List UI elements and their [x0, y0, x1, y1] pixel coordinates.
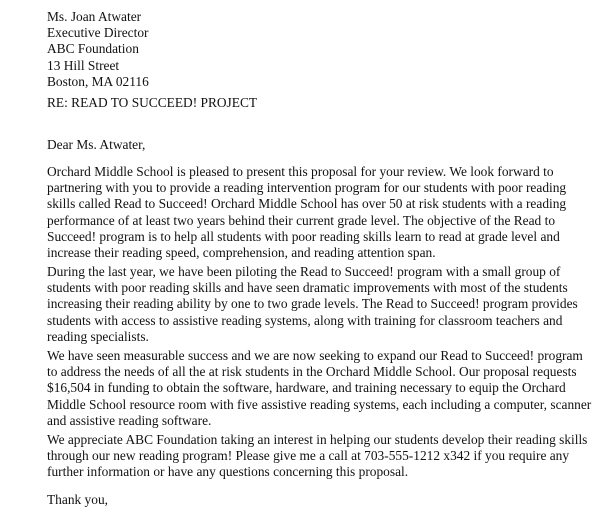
paragraph-line: During the last year, we have been piloting the Read to Succeed! program with a small group of — [47, 264, 561, 279]
paragraph-line: students with access to assistive reading systems, along with training for classroom teachers and — [47, 312, 563, 328]
paragraph-line: skills called Read to Succeed! Orchard Middle School has over 50 at risk students with a reading — [47, 196, 567, 212]
paragraph-1 — [47, 164, 587, 261]
salutation — [47, 137, 587, 153]
recipient-title: Executive Director — [47, 25, 149, 41]
closing-text: Thank you, — [47, 492, 108, 507]
salutation-text: Dear Ms. Atwater, — [47, 137, 146, 152]
recipient-city-state-zip: Boston, MA 02116 — [47, 73, 149, 89]
paragraph-line: further information or have any questions concerning this proposal. — [47, 464, 409, 480]
paragraph-line: increasing their reading ability by one to two grade levels. The Read to Succeed! program provides — [47, 296, 578, 312]
closing — [47, 492, 587, 508]
recipient-name: Ms. Joan Atwater — [47, 9, 142, 24]
paragraph-line: Middle School resource room with five assistive reading systems, each including a computer, scanner — [47, 396, 592, 412]
paragraph-line: Succeed! program is to help all students with poor reading skills learn to read at grade level and — [47, 228, 560, 244]
recipient-address — [47, 9, 587, 90]
paragraph-line: reading specialists. — [47, 328, 149, 344]
paragraph-4 — [47, 432, 587, 481]
paragraph-line: and assistive reading software. — [47, 412, 212, 428]
subject-text: RE: READ TO SUCCEED! PROJECT — [47, 95, 258, 110]
paragraph-2 — [47, 264, 587, 345]
paragraph-line: increase their reading speed, comprehension, and reading attention span. — [47, 245, 436, 261]
paragraph-line: through our new reading program! Please give me a call at 703-555-1212 x342 if you require any — [47, 448, 570, 464]
subject-line — [47, 95, 587, 111]
paragraph-line: to address the needs of all the at risk students in the Orchard Middle School. Our proposal requests — [47, 364, 577, 380]
recipient-street: 13 Hill Street — [47, 57, 120, 73]
paragraph-line: partnering with you to provide a reading intervention program for our students with poor reading — [47, 180, 567, 196]
paragraph-line: performance of at least two years behind their current grade level. The objective of the Read to — [47, 212, 556, 228]
paragraph-line: students with poor reading skills and have seen dramatic improvements with most of the students — [47, 280, 568, 296]
recipient-organization: ABC Foundation — [47, 41, 139, 57]
paragraph-3 — [47, 348, 592, 429]
paragraph-line: We appreciate ABC Foundation taking an interest in helping our students develop their reading skills — [47, 432, 588, 447]
paragraph-line: We have seen measurable success and we are now seeking to expand our Read to Succeed! program — [47, 348, 583, 363]
paragraph-line: $16,504 in funding to obtain the software, hardware, and training necessary to equip the Orchard — [47, 380, 566, 396]
paragraph-line: Orchard Middle School is pleased to present this proposal for your review. We look forward to — [47, 164, 554, 179]
